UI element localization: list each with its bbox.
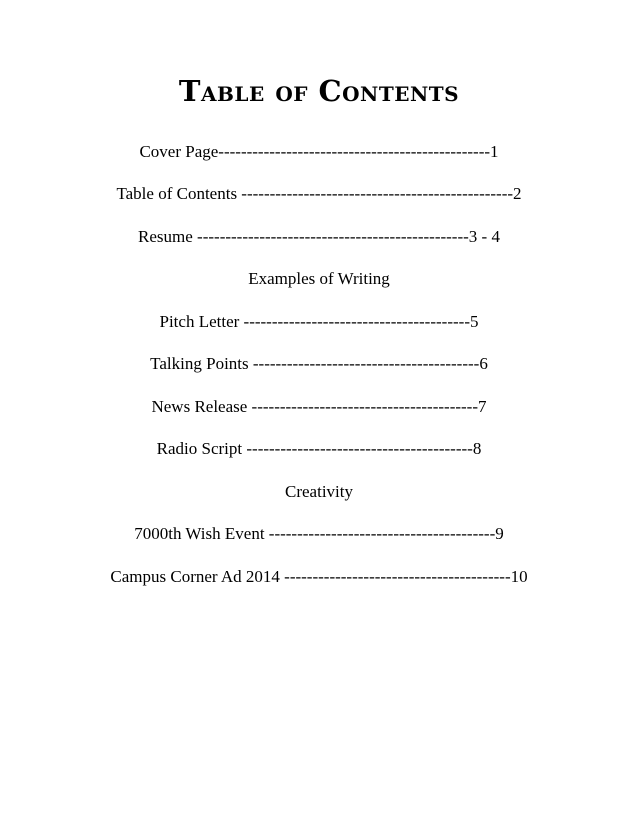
toc-entry-campus-corner-ad: Campus Corner Ad 2014 ----------------------------------------10 (110, 567, 528, 586)
toc-entry-talking-points: Talking Points ----------------------------------------6 (150, 354, 488, 373)
toc-entry-table-of-contents: Table of Contents ------------------------------------------------2 (116, 184, 522, 203)
toc-entry-resume: Resume ------------------------------------------------3 - 4 (138, 227, 500, 246)
toc-entry-pitch-letter: Pitch Letter ----------------------------------------5 (159, 312, 479, 331)
toc-entry-7000th-wish-event: 7000th Wish Event ----------------------------------------9 (134, 524, 504, 543)
toc-entry-radio-script: Radio Script ----------------------------------------8 (156, 439, 482, 458)
toc-entry-news-release: News Release ----------------------------------------7 (151, 397, 487, 416)
page-title: Table of Contents (178, 74, 460, 108)
section-heading-creativity: Creativity (285, 482, 353, 501)
section-heading-examples-of-writing: Examples of Writing (248, 269, 390, 288)
toc-entry-cover-page: Cover Page------------------------------------------------1 (139, 142, 499, 161)
